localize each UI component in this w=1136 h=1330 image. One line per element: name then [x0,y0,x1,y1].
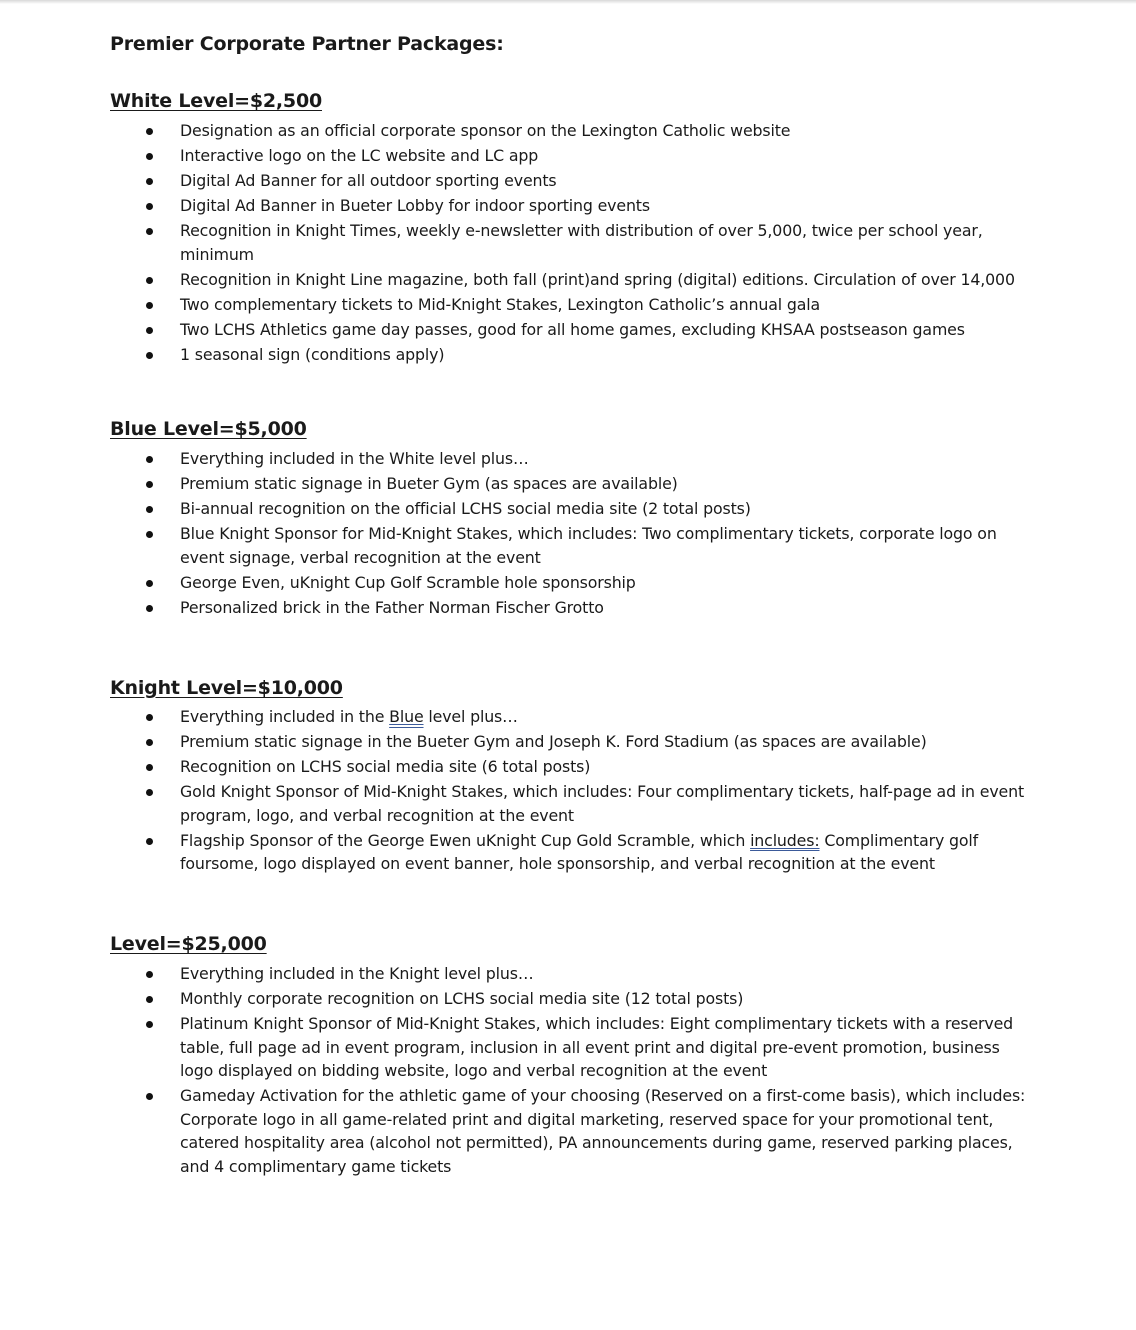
list-item: Everything included in the White level plus… [0,447,1030,471]
bullet-icon [146,580,153,587]
list-item: Interactive logo on the LC website and LC app [0,144,1030,168]
knight-level-list [0,705,1136,877]
bullet-icon [146,605,153,612]
list-item: George Even, uKnight Cup Golf Scramble hole sponsorship [0,571,1030,595]
list-item: Recognition in Knight Times, weekly e-newsletter with distribution of over 5,000, twice per school year, minimum [0,219,1030,266]
bullet-icon [146,153,153,160]
list-item: Premium static signage in Bueter Gym (as spaces are available) [0,472,1030,496]
list-item: Two LCHS Athletics game day passes, good for all home games, excluding KHSAA postseason games [0,318,1030,342]
bullet-icon [146,456,153,463]
document-title: Premier Corporate Partner Packages: [110,33,504,55]
bullet-icon [146,1021,153,1028]
list-item: Flagship Sponsor of the George Ewen uKnight Cup Gold Scramble, which includes: Complimentary golf foursome, logo displayed on event banner, hole sponsorship, and verbal recognition at the event [0,829,1030,876]
top-level-heading: Level=$25,000 [110,933,267,955]
bullet-icon [146,838,153,845]
white-level-list [0,119,1136,368]
list-item: Monthly corporate recognition on LCHS social media site (12 total posts) [0,987,1030,1011]
bullet-icon [146,789,153,796]
list-item: Everything included in the Knight level plus… [0,962,1030,986]
list-item: Recognition on LCHS social media site (6 total posts) [0,755,1030,779]
bullet-icon [146,739,153,746]
bullet-icon [146,277,153,284]
list-item: Designation as an official corporate sponsor on the Lexington Catholic website [0,119,1030,143]
bullet-icon [146,714,153,721]
white-level-heading: White Level=$2,500 [110,90,322,112]
bullet-icon [146,178,153,185]
bullet-icon [146,996,153,1003]
bullet-icon [146,1093,153,1100]
list-item: Blue Knight Sponsor for Mid-Knight Stakes, which includes: Two complimentary tickets, corporate logo on event signage, verbal recognition at the event [0,522,1030,569]
list-item: Personalized brick in the Father Norman Fischer Grotto [0,596,1030,620]
bullet-icon [146,327,153,334]
list-item: Recognition in Knight Line magazine, both fall (print)and spring (digital) editions. Circulation of over 14,000 [0,268,1030,292]
list-item: Premium static signage in the Bueter Gym and Joseph K. Ford Stadium (as spaces are available) [0,730,1030,754]
list-item: Two complementary tickets to Mid-Knight Stakes, Lexington Catholic’s annual gala [0,293,1030,317]
bullet-icon [146,531,153,538]
bullet-icon [146,128,153,135]
bullet-icon [146,352,153,359]
top-level-list [0,962,1136,1180]
list-item: Gold Knight Sponsor of Mid-Knight Stakes, which includes: Four complimentary tickets, half-page ad in event program, logo, and verbal recognition at the event [0,780,1030,827]
underlined-word: Blue [389,707,424,726]
knight-level-heading: Knight Level=$10,000 [110,677,343,699]
bullet-icon [146,203,153,210]
list-item: Gameday Activation for the athletic game of your choosing (Reserved on a first-come basis), which includes: Corporate logo in all game-related print and digital marketing, reserved space for your promotional tent, catered hospitality area (alcohol not permitted), PA announcements during game, reserved parking places, and 4 complimentary game tickets [0,1084,1030,1178]
list-item: Bi-annual recognition on the official LCHS social media site (2 total posts) [0,497,1030,521]
list-item: Digital Ad Banner in Bueter Lobby for indoor sporting events [0,194,1030,218]
blue-level-heading: Blue Level=$5,000 [110,418,307,440]
bullet-icon [146,971,153,978]
list-item: Platinum Knight Sponsor of Mid-Knight Stakes, which includes: Eight complimentary tickets with a reserved table, full page ad in event program, inclusion in all event print and digital pre-event promotion, business logo displayed on bidding website, logo and verbal recognition at the event [0,1012,1030,1083]
bullet-icon [146,302,153,309]
bullet-icon [146,228,153,235]
bullet-icon [146,764,153,771]
blue-level-list [0,447,1136,621]
list-item: Digital Ad Banner for all outdoor sporting events [0,169,1030,193]
list-item: 1 seasonal sign (conditions apply) [0,343,1030,367]
list-item: Everything included in the Blue level plus… [0,705,1030,729]
bullet-icon [146,481,153,488]
bullet-icon [146,506,153,513]
underlined-word: includes: [750,830,820,850]
